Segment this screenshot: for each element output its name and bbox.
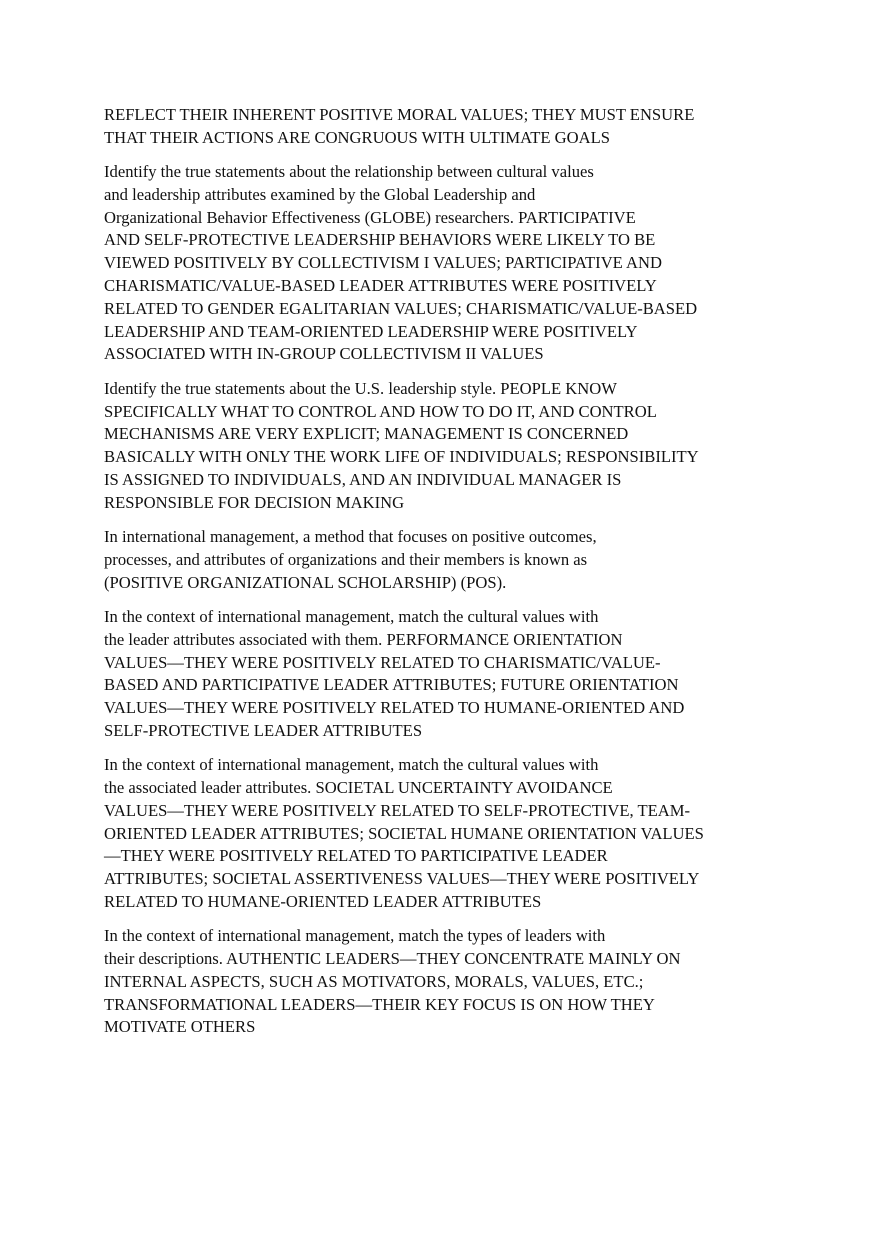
text-line: AND SELF-PROTECTIVE LEADERSHIP BEHAVIORS WERE LIKELY TO BE — [104, 230, 656, 250]
text-line: VIEWED POSITIVELY BY COLLECTIVISM I VALUES; PARTICIPATIVE AND — [104, 253, 663, 273]
text-line: Identify the true statements about the U.S. leadership style. PEOPLE KNOW — [104, 378, 617, 398]
paragraph-7 — [104, 925, 744, 1039]
text-line: RELATED TO HUMANE-ORIENTED LEADER ATTRIBUTES — [104, 892, 542, 911]
text-line: MECHANISMS ARE VERY EXPLICIT; MANAGEMENT IS CONCERNED — [104, 424, 629, 444]
text-line: TRANSFORMATIONAL LEADERS—THEIR KEY FOCUS IS ON HOW THEY — [104, 994, 655, 1014]
text-line: ATTRIBUTES; SOCIETAL ASSERTIVENESS VALUES—THEY WERE POSITIVELY — [104, 869, 700, 889]
text-line: Identify the true statements about the relationship between cultural values — [104, 162, 594, 182]
text-line: SELF-PROTECTIVE LEADER ATTRIBUTES — [104, 720, 423, 740]
paragraph-3 — [104, 378, 744, 515]
text-line: processes, and attributes of organizations and their members is known as — [104, 549, 588, 569]
text-line: In the context of international management, match the types of leaders with — [104, 926, 606, 946]
text-line: MOTIVATE OTHERS — [104, 1017, 256, 1037]
text-line: SPECIFICALLY WHAT TO CONTROL AND HOW TO DO IT, AND CONTROL — [104, 401, 657, 421]
text-line: ORIENTED LEADER ATTRIBUTES; SOCIETAL HUMANE ORIENTATION VALUES — [104, 823, 704, 843]
text-line: In international management, a method that focuses on positive outcomes, — [104, 527, 597, 547]
document-body — [104, 104, 744, 1051]
text-line: and leadership attributes examined by the Global Leadership and — [104, 184, 536, 204]
text-line: VALUES—THEY WERE POSITIVELY RELATED TO CHARISMATIC/VALUE- — [104, 652, 661, 672]
text-line: (POSITIVE ORGANIZATIONAL SCHOLARSHIP) (POS). — [104, 572, 507, 592]
text-line: In the context of international management, match the cultural values with — [104, 606, 599, 626]
text-line: THAT THEIR ACTIONS ARE CONGRUOUS WITH ULTIMATE GOALS — [104, 127, 610, 147]
text-line: REFLECT THEIR INHERENT POSITIVE MORAL VALUES; THEY MUST ENSURE — [104, 105, 695, 124]
text-line: Organizational Behavior Effectiveness (GLOBE) researchers. PARTICIPATIVE — [104, 207, 636, 227]
text-line: —THEY WERE POSITIVELY RELATED TO PARTICIPATIVE LEADER — [104, 846, 608, 866]
text-line: ASSOCIATED WITH IN-GROUP COLLECTIVISM II VALUES — [104, 344, 544, 364]
text-line: BASICALLY WITH ONLY THE WORK LIFE OF INDIVIDUALS; RESPONSIBILITY — [104, 447, 699, 467]
text-line: RESPONSIBLE FOR DECISION MAKING — [104, 492, 405, 512]
text-line: their descriptions. AUTHENTIC LEADERS—THEY CONCENTRATE MAINLY ON — [104, 949, 681, 969]
paragraph-1 — [104, 104, 744, 150]
text-line: BASED AND PARTICIPATIVE LEADER ATTRIBUTES; FUTURE ORIENTATION — [104, 675, 679, 695]
text-line: RELATED TO GENDER EGALITARIAN VALUES; CHARISMATIC/VALUE-BASED — [104, 298, 698, 318]
paragraph-6 — [104, 754, 744, 914]
text-line: CHARISMATIC/VALUE-BASED LEADER ATTRIBUTES WERE POSITIVELY — [104, 276, 657, 296]
text-line: INTERNAL ASPECTS, SUCH AS MOTIVATORS, MORALS, VALUES, ETC.; — [104, 971, 644, 991]
text-line: LEADERSHIP AND TEAM-ORIENTED LEADERSHIP WERE POSITIVELY — [104, 321, 638, 341]
text-line: VALUES—THEY WERE POSITIVELY RELATED TO HUMANE-ORIENTED AND — [104, 698, 685, 718]
text-line: IS ASSIGNED TO INDIVIDUALS, AND AN INDIVIDUAL MANAGER IS — [104, 469, 622, 489]
paragraph-5 — [104, 606, 744, 743]
text-line: In the context of international management, match the cultural values with — [104, 755, 599, 775]
text-line: the associated leader attributes. SOCIETAL UNCERTAINTY AVOIDANCE — [104, 778, 613, 798]
paragraph-2 — [104, 161, 744, 366]
text-line: the leader attributes associated with them. PERFORMANCE ORIENTATION — [104, 629, 623, 649]
paragraph-4 — [104, 526, 744, 594]
text-line: VALUES—THEY WERE POSITIVELY RELATED TO SELF-PROTECTIVE, TEAM- — [104, 800, 691, 820]
